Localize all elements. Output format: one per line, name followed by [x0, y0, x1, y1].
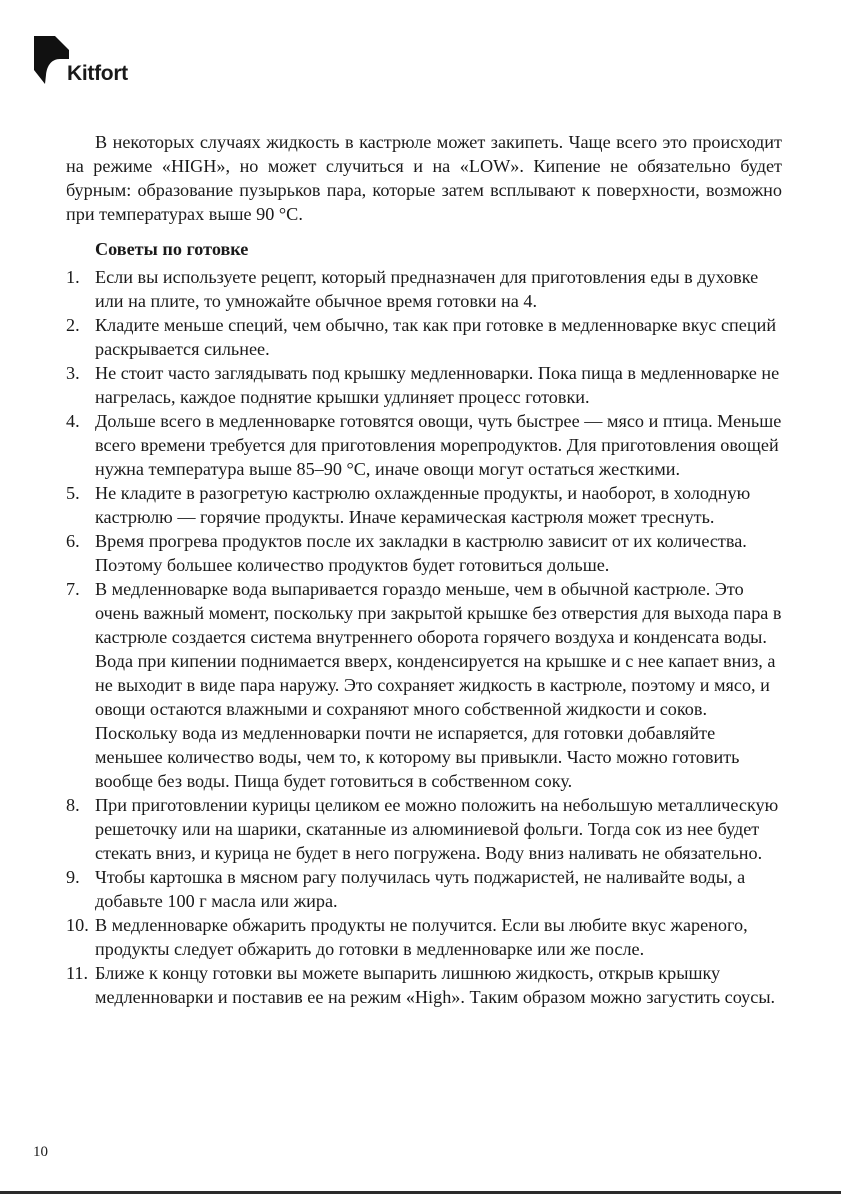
tip-number: 11.	[66, 963, 89, 983]
tip-item	[66, 361, 782, 409]
brand-logo	[33, 35, 153, 91]
tip-text: В медленноварке вода выпаривается гораздо меньше, чем в обычной кастрюле. Это очень важный момент, поскольку при закрытой крышке без отверстия для выхода пара в кастрюле создается система внутреннего оборота горячего воздуха и конденсата воды. Вода при кипении поднимается вверх, конденсируется на крышке и с нее капает вниз, а не выходит в виде пара наружу. Это сохраняет жидкость в кастрюле, поэтому и мясо, и овощи остаются влажными и сохраняют много собственной жидкости и соков.	[95, 579, 782, 719]
intro-paragraph: В некоторых случаях жидкость в кастрюле может закипеть. Чаще всего это происходит на режиме «HIGH», но может случиться и на «LOW». Кипение не обязательно будет бурным: образование пузырьков пара, которые затем всплывают к поверхности, возможно при температурах выше 90 °С.	[66, 132, 782, 224]
tip-text: В медленноварке обжарить продукты не получится. Если вы любите вкус жареного, продукты следует обжарить до готовки в медленноварке или же после.	[95, 915, 748, 959]
tip-item	[66, 265, 782, 313]
tip-text: Время прогрева продуктов после их закладки в кастрюлю зависит от их количества. Поэтому большее количество продуктов будет готовиться дольше.	[95, 531, 747, 575]
tip-number: 10.	[66, 915, 89, 935]
page-number: 10	[33, 1144, 48, 1160]
page-content	[66, 130, 782, 1009]
tip-number: 9.	[66, 867, 80, 887]
tip-text: Кладите меньше специй, чем обычно, так как при готовке в медленноварке вкус специй раскрывается сильнее.	[95, 315, 777, 359]
tip-text: Дольше всего в медленноварке готовятся овощи, чуть быстрее — мясо и птица. Меньше всего времени требуется для приготовления морепродуктов. Для приготовления овощей нужна температура выше 85–90 °С, иначе овощи могут остаться жесткими.	[95, 411, 782, 479]
tip-item	[66, 913, 782, 961]
tip-item	[66, 409, 782, 481]
tip-number: 6.	[66, 531, 80, 551]
tip-item	[66, 793, 782, 865]
tip-text: Поскольку вода из медленноварки почти не испаряется, для готовки добавляйте меньшее количество воды, чем то, к которому вы привыкли. Часто можно готовить вообще без воды. Пища будет готовиться в собственном соку.	[95, 723, 740, 791]
tip-number: 2.	[66, 315, 80, 335]
section-heading: Советы по готовке	[95, 239, 249, 259]
tip-number: 1.	[66, 267, 80, 287]
tip-item	[66, 865, 782, 913]
tip-number: 5.	[66, 483, 80, 503]
tip-item	[66, 313, 782, 361]
brand-name: Kitfort	[67, 62, 128, 85]
tip-text: При приготовлении курицы целиком ее можно положить на небольшую металлическую решеточку или на шарики, скатанные из алюминиевой фольги. Тогда сок из нее будет стекать вниз, и курица не будет в него погружена. Воду вниз наливать не обязательно.	[95, 795, 779, 863]
tip-item	[66, 529, 782, 577]
tip-text: Не кладите в разогретую кастрюлю охлажденные продукты, и наоборот, в холодную кастрюлю — горячие продукты. Иначе керамическая кастрюля может треснуть.	[95, 483, 751, 527]
tip-text: Ближе к концу готовки вы можете выпарить лишнюю жидкость, открыв крышку медленноварки и поставив ее на режим «High». Таким образом можно загустить соусы.	[95, 963, 776, 1007]
tip-number: 7.	[66, 579, 80, 599]
tip-item	[66, 481, 782, 529]
tip-text: Не стоит часто заглядывать под крышку медленноварки. Пока пища в медленноварке не нагрелась, каждое поднятие крышки удлиняет процесс готовки.	[95, 363, 780, 407]
tip-item	[66, 577, 782, 793]
tip-item	[66, 961, 782, 1009]
tip-number: 8.	[66, 795, 80, 815]
tips-list	[66, 265, 782, 1009]
tip-text: Чтобы картошка в мясном рагу получилась чуть поджаристей, не наливайте воды, а добавьте 100 г масла или жира.	[95, 867, 746, 911]
tip-number: 4.	[66, 411, 80, 431]
tip-text: Если вы используете рецепт, который предназначен для приготовления еды в духовке или на плите, то умножайте обычное время готовки на 4.	[95, 267, 759, 311]
tip-number: 3.	[66, 363, 80, 383]
